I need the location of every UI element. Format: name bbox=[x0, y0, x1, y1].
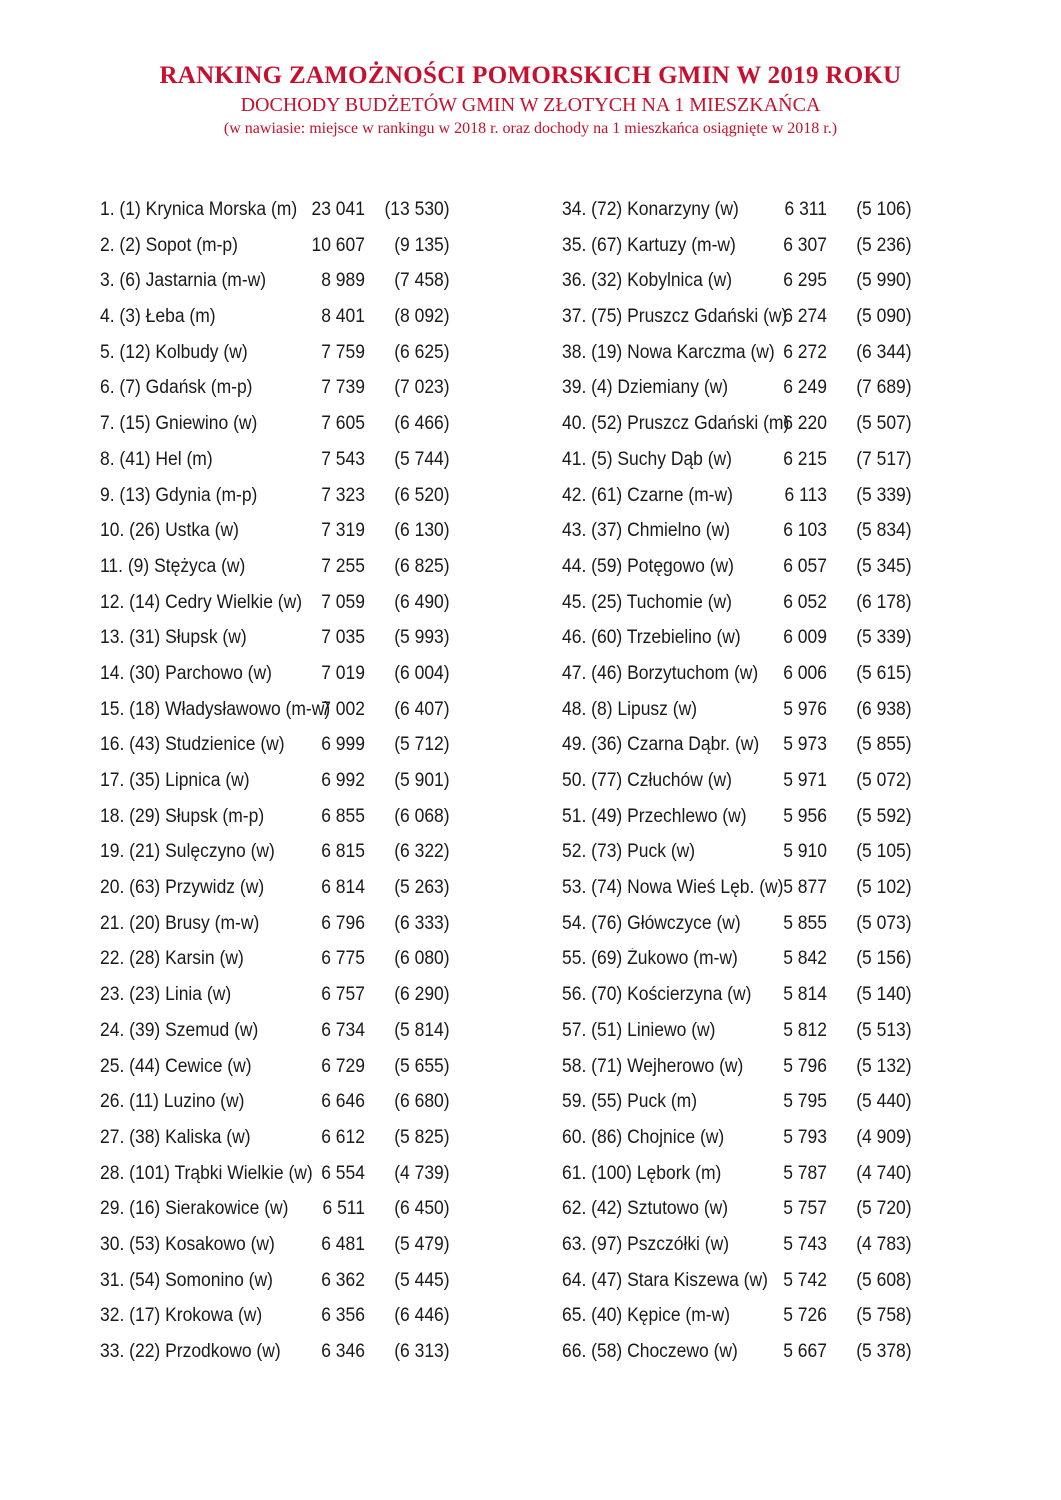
income-2019: 7 059 bbox=[321, 591, 365, 613]
ranking-row bbox=[562, 1334, 912, 1370]
income-2018: (6 490) bbox=[394, 591, 450, 613]
ranking-row bbox=[100, 906, 450, 942]
ranking-row bbox=[562, 1013, 912, 1049]
income-2019: 6 249 bbox=[783, 377, 827, 399]
municipality-name: 65. (40) Kępice (m-w) bbox=[562, 1305, 731, 1327]
municipality-name: 39. (4) Dziemiany (w) bbox=[562, 377, 729, 399]
ranking-row bbox=[562, 656, 912, 692]
income-2019: 6 009 bbox=[783, 627, 827, 649]
income-2019: 7 605 bbox=[321, 413, 365, 435]
page-subtitle: DOCHODY BUDŻETÓW GMIN W ZŁOTYCH NA 1 MIESZKAŃCA bbox=[240, 94, 821, 116]
municipality-name: 26. (11) Luzino (w) bbox=[100, 1091, 245, 1113]
municipality-name: 44. (59) Potęgowo (w) bbox=[562, 555, 734, 577]
ranking-row bbox=[100, 478, 450, 514]
ranking-row bbox=[562, 549, 912, 585]
ranking-row bbox=[100, 692, 450, 728]
income-2019: 5 742 bbox=[783, 1269, 827, 1291]
income-2019: 5 812 bbox=[783, 1019, 827, 1041]
ranking-row bbox=[562, 228, 912, 264]
income-2019: 5 743 bbox=[783, 1233, 827, 1255]
income-2018: (5 106) bbox=[856, 199, 912, 220]
municipality-name: 5. (12) Kolbudy (w) bbox=[100, 341, 248, 363]
ranking-row bbox=[100, 1156, 450, 1192]
municipality-name: 14. (30) Parchowo (w) bbox=[100, 662, 272, 684]
income-2019: 6 272 bbox=[783, 341, 827, 363]
income-2019: 5 795 bbox=[783, 1091, 827, 1113]
municipality-name: 25. (44) Cewice (w) bbox=[100, 1055, 252, 1077]
municipality-name: 31. (54) Somonino (w) bbox=[100, 1269, 273, 1291]
municipality-name: 12. (14) Cedry Wielkie (w) bbox=[100, 591, 303, 613]
income-2019: 6 646 bbox=[321, 1091, 365, 1113]
page-title: RANKING ZAMOŻNOŚCI POMORSKICH GMIN W 2019 ROKU bbox=[159, 62, 902, 89]
ranking-row bbox=[100, 299, 450, 335]
income-2018: (5 814) bbox=[394, 1019, 450, 1041]
ranking-row bbox=[562, 585, 912, 621]
income-2018: (5 263) bbox=[394, 877, 450, 899]
income-2018: (5 440) bbox=[856, 1091, 912, 1113]
income-2019: 7 739 bbox=[321, 377, 365, 399]
municipality-name: 17. (35) Lipnica (w) bbox=[100, 770, 250, 791]
income-2019: 5 877 bbox=[783, 877, 827, 899]
municipality-name: 27. (38) Kaliska (w) bbox=[100, 1126, 251, 1148]
municipality-name: 20. (63) Przywidz (w) bbox=[100, 877, 265, 899]
municipality-name: 40. (52) Pruszcz Gdański (m) bbox=[562, 413, 790, 435]
ranking-row bbox=[100, 335, 450, 371]
municipality-name: 1. (1) Krynica Morska (m) bbox=[100, 199, 298, 220]
income-2018: (5 378) bbox=[856, 1341, 912, 1362]
municipality-name: 37. (75) Pruszcz Gdański (w) bbox=[562, 306, 788, 328]
ranking-row bbox=[100, 406, 450, 442]
income-2018: (5 513) bbox=[856, 1019, 912, 1041]
income-2018: (6 825) bbox=[394, 555, 450, 577]
municipality-name: 10. (26) Ustka (w) bbox=[100, 520, 239, 542]
income-2018: (9 135) bbox=[394, 234, 450, 256]
municipality-name: 8. (41) Hel (m) bbox=[100, 448, 213, 470]
income-2019: 5 976 bbox=[783, 698, 827, 720]
income-2019: 6 511 bbox=[322, 1198, 365, 1220]
ranking-row bbox=[100, 549, 450, 585]
page-note: (w nawiasie: miejsce w rankingu w 2018 r. oraz dochody na 1 mieszkańca osiągnięte w 2018 r.) bbox=[223, 120, 838, 137]
income-2018: (5 744) bbox=[394, 448, 450, 470]
income-2019: 5 971 bbox=[783, 770, 827, 791]
income-2018: (5 105) bbox=[856, 841, 912, 863]
income-2018: (6 938) bbox=[856, 698, 912, 720]
income-2019: 7 255 bbox=[321, 555, 365, 577]
income-2018: (5 132) bbox=[856, 1055, 912, 1077]
ranking-row bbox=[562, 906, 912, 942]
municipality-name: 48. (8) Lipusz (w) bbox=[562, 698, 698, 720]
ranking-row bbox=[562, 1227, 912, 1263]
income-2019: 7 002 bbox=[321, 698, 365, 720]
income-2018: (5 090) bbox=[856, 306, 912, 328]
ranking-row bbox=[100, 620, 450, 656]
ranking-row bbox=[562, 1120, 912, 1156]
municipality-name: 24. (39) Szemud (w) bbox=[100, 1019, 259, 1041]
ranking-column-right bbox=[562, 192, 942, 1370]
ranking-row bbox=[562, 263, 912, 299]
municipality-name: 59. (55) Puck (m) bbox=[562, 1091, 698, 1113]
income-2019: 8 401 bbox=[321, 306, 365, 328]
income-2018: (4 740) bbox=[856, 1162, 912, 1184]
ranking-row bbox=[100, 834, 450, 870]
income-2018: (5 102) bbox=[856, 877, 912, 899]
ranking-row bbox=[562, 834, 912, 870]
ranking-row bbox=[100, 1334, 450, 1370]
income-2019: 7 019 bbox=[321, 662, 365, 684]
municipality-name: 46. (60) Trzebielino (w) bbox=[562, 627, 741, 649]
municipality-name: 51. (49) Przechlewo (w) bbox=[562, 805, 747, 827]
ranking-row bbox=[562, 620, 912, 656]
income-2018: (5 236) bbox=[856, 234, 912, 256]
income-2018: (6 625) bbox=[394, 341, 450, 363]
income-2019: 6 311 bbox=[784, 199, 827, 220]
income-2019: 6 220 bbox=[783, 413, 827, 435]
income-2018: (5 479) bbox=[394, 1233, 450, 1255]
income-2018: (5 592) bbox=[856, 805, 912, 827]
municipality-name: 6. (7) Gdańsk (m-p) bbox=[100, 377, 253, 399]
ranking-row bbox=[562, 692, 912, 728]
income-2018: (5 615) bbox=[856, 662, 912, 684]
income-2019: 5 793 bbox=[783, 1126, 827, 1148]
ranking-row bbox=[562, 513, 912, 549]
income-2019: 6 999 bbox=[321, 734, 365, 756]
income-2018: (6 080) bbox=[394, 948, 450, 970]
ranking-row bbox=[100, 370, 450, 406]
income-2018: (5 072) bbox=[856, 770, 912, 791]
income-2019: 10 607 bbox=[311, 234, 365, 256]
ranking-row bbox=[562, 1263, 912, 1299]
municipality-name: 19. (21) Sulęczyno (w) bbox=[100, 841, 275, 863]
ranking-row bbox=[100, 1227, 450, 1263]
municipality-name: 62. (42) Sztutowo (w) bbox=[562, 1198, 729, 1220]
income-2018: (5 339) bbox=[856, 484, 912, 506]
income-2018: (6 178) bbox=[856, 591, 912, 613]
income-2018: (5 990) bbox=[856, 270, 912, 292]
income-2019: 23 041 bbox=[311, 199, 365, 220]
municipality-name: 7. (15) Gniewino (w) bbox=[100, 413, 258, 435]
ranking-row bbox=[100, 192, 450, 228]
ranking-row bbox=[100, 1084, 450, 1120]
municipality-name: 13. (31) Słupsk (w) bbox=[100, 627, 247, 649]
income-2019: 7 323 bbox=[321, 484, 365, 506]
municipality-name: 56. (70) Kościerzyna (w) bbox=[562, 984, 752, 1006]
municipality-name: 63. (97) Pszczółki (w) bbox=[562, 1233, 730, 1255]
municipality-name: 60. (86) Chojnice (w) bbox=[562, 1126, 725, 1148]
income-2018: (5 507) bbox=[856, 413, 912, 435]
ranking-row bbox=[100, 1263, 450, 1299]
ranking-row bbox=[562, 941, 912, 977]
income-2019: 6 796 bbox=[321, 912, 365, 934]
municipality-name: 36. (32) Kobylnica (w) bbox=[562, 270, 733, 292]
income-2018: (7 517) bbox=[856, 448, 912, 470]
income-2019: 6 274 bbox=[783, 306, 827, 328]
ranking-row bbox=[562, 1191, 912, 1227]
ranking-row bbox=[562, 870, 912, 906]
income-2019: 6 855 bbox=[321, 805, 365, 827]
municipality-name: 4. (3) Łeba (m) bbox=[100, 306, 216, 328]
ranking-row bbox=[100, 870, 450, 906]
income-2018: (6 313) bbox=[394, 1341, 450, 1362]
income-2018: (7 689) bbox=[856, 377, 912, 399]
income-2019: 7 543 bbox=[321, 448, 365, 470]
municipality-name: 64. (47) Stara Kiszewa (w) bbox=[562, 1269, 768, 1291]
income-2018: (5 993) bbox=[394, 627, 450, 649]
income-2019: 6 307 bbox=[783, 234, 827, 256]
ranking-row bbox=[562, 1298, 912, 1334]
income-2019: 6 215 bbox=[783, 448, 827, 470]
municipality-name: 49. (36) Czarna Dąbr. (w) bbox=[562, 734, 760, 756]
income-2018: (5 855) bbox=[856, 734, 912, 756]
ranking-row bbox=[100, 1298, 450, 1334]
municipality-name: 15. (18) Władysławowo (m-w) bbox=[100, 698, 331, 720]
income-2019: 5 855 bbox=[783, 912, 827, 934]
municipality-name: 43. (37) Chmielno (w) bbox=[562, 520, 731, 542]
income-2018: (6 344) bbox=[856, 341, 912, 363]
income-2018: (6 520) bbox=[394, 484, 450, 506]
municipality-name: 45. (25) Tuchomie (w) bbox=[562, 591, 733, 613]
ranking-row bbox=[562, 370, 912, 406]
municipality-name: 41. (5) Suchy Dąb (w) bbox=[562, 448, 733, 470]
municipality-name: 3. (6) Jastarnia (m-w) bbox=[100, 270, 267, 292]
ranking-row bbox=[562, 442, 912, 478]
income-2018: (6 322) bbox=[394, 841, 450, 863]
ranking-row bbox=[100, 1013, 450, 1049]
municipality-name: 16. (43) Studzienice (w) bbox=[100, 734, 285, 756]
ranking-row bbox=[562, 299, 912, 335]
ranking-column-left bbox=[100, 192, 480, 1370]
income-2019: 6 362 bbox=[321, 1269, 365, 1291]
municipality-name: 28. (101) Trąbki Wielkie (w) bbox=[100, 1162, 313, 1184]
municipality-name: 58. (71) Wejherowo (w) bbox=[562, 1055, 744, 1077]
income-2019: 6 612 bbox=[321, 1126, 365, 1148]
ranking-row bbox=[562, 1084, 912, 1120]
income-2019: 5 796 bbox=[783, 1055, 827, 1077]
income-2019: 6 052 bbox=[783, 591, 827, 613]
income-2019: 7 035 bbox=[321, 627, 365, 649]
income-2019: 6 295 bbox=[783, 270, 827, 292]
municipality-name: 34. (72) Konarzyny (w) bbox=[562, 199, 739, 220]
income-2019: 5 667 bbox=[783, 1341, 827, 1362]
income-2019: 6 554 bbox=[321, 1162, 365, 1184]
income-2018: (4 739) bbox=[394, 1162, 450, 1184]
municipality-name: 35. (67) Kartuzy (m-w) bbox=[562, 234, 736, 256]
municipality-name: 11. (9) Stężyca (w) bbox=[100, 555, 246, 577]
income-2019: 7 759 bbox=[321, 341, 365, 363]
income-2018: (7 023) bbox=[394, 377, 450, 399]
municipality-name: 30. (53) Kosakowo (w) bbox=[100, 1233, 275, 1255]
ranking-row bbox=[100, 799, 450, 835]
income-2019: 5 973 bbox=[783, 734, 827, 756]
income-2018: (5 758) bbox=[856, 1305, 912, 1327]
income-2019: 7 319 bbox=[321, 520, 365, 542]
income-2019: 5 787 bbox=[783, 1162, 827, 1184]
ranking-row bbox=[100, 513, 450, 549]
municipality-name: 66. (58) Choczewo (w) bbox=[562, 1341, 738, 1362]
income-2019: 6 734 bbox=[321, 1019, 365, 1041]
income-2018: (6 130) bbox=[394, 520, 450, 542]
income-2018: (5 445) bbox=[394, 1269, 450, 1291]
municipality-name: 32. (17) Krokowa (w) bbox=[100, 1305, 263, 1327]
municipality-name: 54. (76) Główczyce (w) bbox=[562, 912, 741, 934]
ranking-row bbox=[562, 1049, 912, 1085]
municipality-name: 50. (77) Człuchów (w) bbox=[562, 770, 732, 791]
municipality-name: 29. (16) Sierakowice (w) bbox=[100, 1198, 289, 1220]
municipality-name: 55. (69) Żukowo (m-w) bbox=[562, 948, 738, 970]
income-2019: 5 814 bbox=[783, 984, 827, 1006]
income-2018: (5 156) bbox=[856, 948, 912, 970]
ranking-row bbox=[100, 1191, 450, 1227]
income-2019: 6 992 bbox=[321, 770, 365, 791]
income-2019: 6 775 bbox=[321, 948, 365, 970]
municipality-name: 2. (2) Sopot (m-p) bbox=[100, 234, 238, 256]
municipality-name: 38. (19) Nowa Karczma (w) bbox=[562, 341, 775, 363]
income-2019: 6 057 bbox=[783, 555, 827, 577]
income-2019: 6 814 bbox=[321, 877, 365, 899]
income-2018: (6 466) bbox=[394, 413, 450, 435]
income-2018: (6 068) bbox=[394, 805, 450, 827]
ranking-row bbox=[100, 977, 450, 1013]
ranking-row bbox=[562, 763, 912, 799]
municipality-name: 21. (20) Brusy (m-w) bbox=[100, 912, 260, 934]
ranking-row bbox=[100, 763, 450, 799]
income-2019: 6 729 bbox=[321, 1055, 365, 1077]
income-2019: 6 113 bbox=[784, 484, 827, 506]
income-2019: 6 481 bbox=[321, 1233, 365, 1255]
income-2018: (5 901) bbox=[394, 770, 450, 791]
ranking-row bbox=[562, 727, 912, 763]
income-2019: 6 815 bbox=[321, 841, 365, 863]
income-2019: 5 842 bbox=[783, 948, 827, 970]
municipality-name: 18. (29) Słupsk (m-p) bbox=[100, 805, 265, 827]
municipality-name: 61. (100) Lębork (m) bbox=[562, 1162, 722, 1184]
ranking-row bbox=[562, 192, 912, 228]
income-2018: (6 446) bbox=[394, 1305, 450, 1327]
municipality-name: 52. (73) Puck (w) bbox=[562, 841, 696, 863]
ranking-row bbox=[562, 406, 912, 442]
municipality-name: 42. (61) Czarne (m-w) bbox=[562, 484, 733, 506]
income-2018: (4 783) bbox=[856, 1233, 912, 1255]
ranking-row bbox=[562, 799, 912, 835]
income-2018: (13 530) bbox=[384, 199, 450, 220]
ranking-row bbox=[100, 263, 450, 299]
income-2019: 6 103 bbox=[783, 520, 827, 542]
ranking-row bbox=[100, 228, 450, 264]
income-2018: (6 290) bbox=[394, 984, 450, 1006]
income-2019: 6 006 bbox=[783, 662, 827, 684]
municipality-name: 22. (28) Karsin (w) bbox=[100, 948, 244, 970]
income-2019: 5 956 bbox=[783, 805, 827, 827]
municipality-name: 33. (22) Przodkowo (w) bbox=[100, 1341, 281, 1362]
income-2019: 6 757 bbox=[321, 984, 365, 1006]
ranking-row bbox=[562, 335, 912, 371]
ranking-row bbox=[100, 442, 450, 478]
ranking-row bbox=[100, 656, 450, 692]
income-2019: 8 989 bbox=[321, 270, 365, 292]
income-2019: 5 726 bbox=[783, 1305, 827, 1327]
ranking-row bbox=[562, 977, 912, 1013]
income-2018: (6 004) bbox=[394, 662, 450, 684]
income-2018: (5 339) bbox=[856, 627, 912, 649]
income-2018: (5 345) bbox=[856, 555, 912, 577]
income-2018: (8 092) bbox=[394, 306, 450, 328]
ranking-row bbox=[562, 478, 912, 514]
municipality-name: 23. (23) Linia (w) bbox=[100, 984, 232, 1006]
income-2019: 5 757 bbox=[783, 1198, 827, 1220]
income-2018: (5 825) bbox=[394, 1126, 450, 1148]
municipality-name: 53. (74) Nowa Wieś Lęb. (w) bbox=[562, 877, 784, 899]
income-2018: (5 608) bbox=[856, 1269, 912, 1291]
municipality-name: 9. (13) Gdynia (m-p) bbox=[100, 484, 258, 506]
ranking-row bbox=[100, 1049, 450, 1085]
income-2018: (5 720) bbox=[856, 1198, 912, 1220]
ranking-row bbox=[100, 585, 450, 621]
ranking-row bbox=[100, 727, 450, 763]
ranking-row bbox=[100, 1120, 450, 1156]
income-2018: (7 458) bbox=[394, 270, 450, 292]
income-2018: (5 140) bbox=[856, 984, 912, 1006]
income-2018: (5 655) bbox=[394, 1055, 450, 1077]
income-2018: (5 712) bbox=[394, 734, 450, 756]
ranking-row bbox=[562, 1156, 912, 1192]
income-2018: (5 834) bbox=[856, 520, 912, 542]
income-2019: 6 346 bbox=[321, 1341, 365, 1362]
income-2018: (5 073) bbox=[856, 912, 912, 934]
income-2018: (6 333) bbox=[394, 912, 450, 934]
ranking-row bbox=[100, 941, 450, 977]
income-2018: (6 450) bbox=[394, 1198, 450, 1220]
income-2019: 6 356 bbox=[321, 1305, 365, 1327]
municipality-name: 47. (46) Borzytuchom (w) bbox=[562, 662, 759, 684]
municipality-name: 57. (51) Liniewo (w) bbox=[562, 1019, 716, 1041]
income-2019: 5 910 bbox=[783, 841, 827, 863]
income-2018: (6 407) bbox=[394, 698, 450, 720]
income-2018: (6 680) bbox=[394, 1091, 450, 1113]
income-2018: (4 909) bbox=[856, 1126, 912, 1148]
